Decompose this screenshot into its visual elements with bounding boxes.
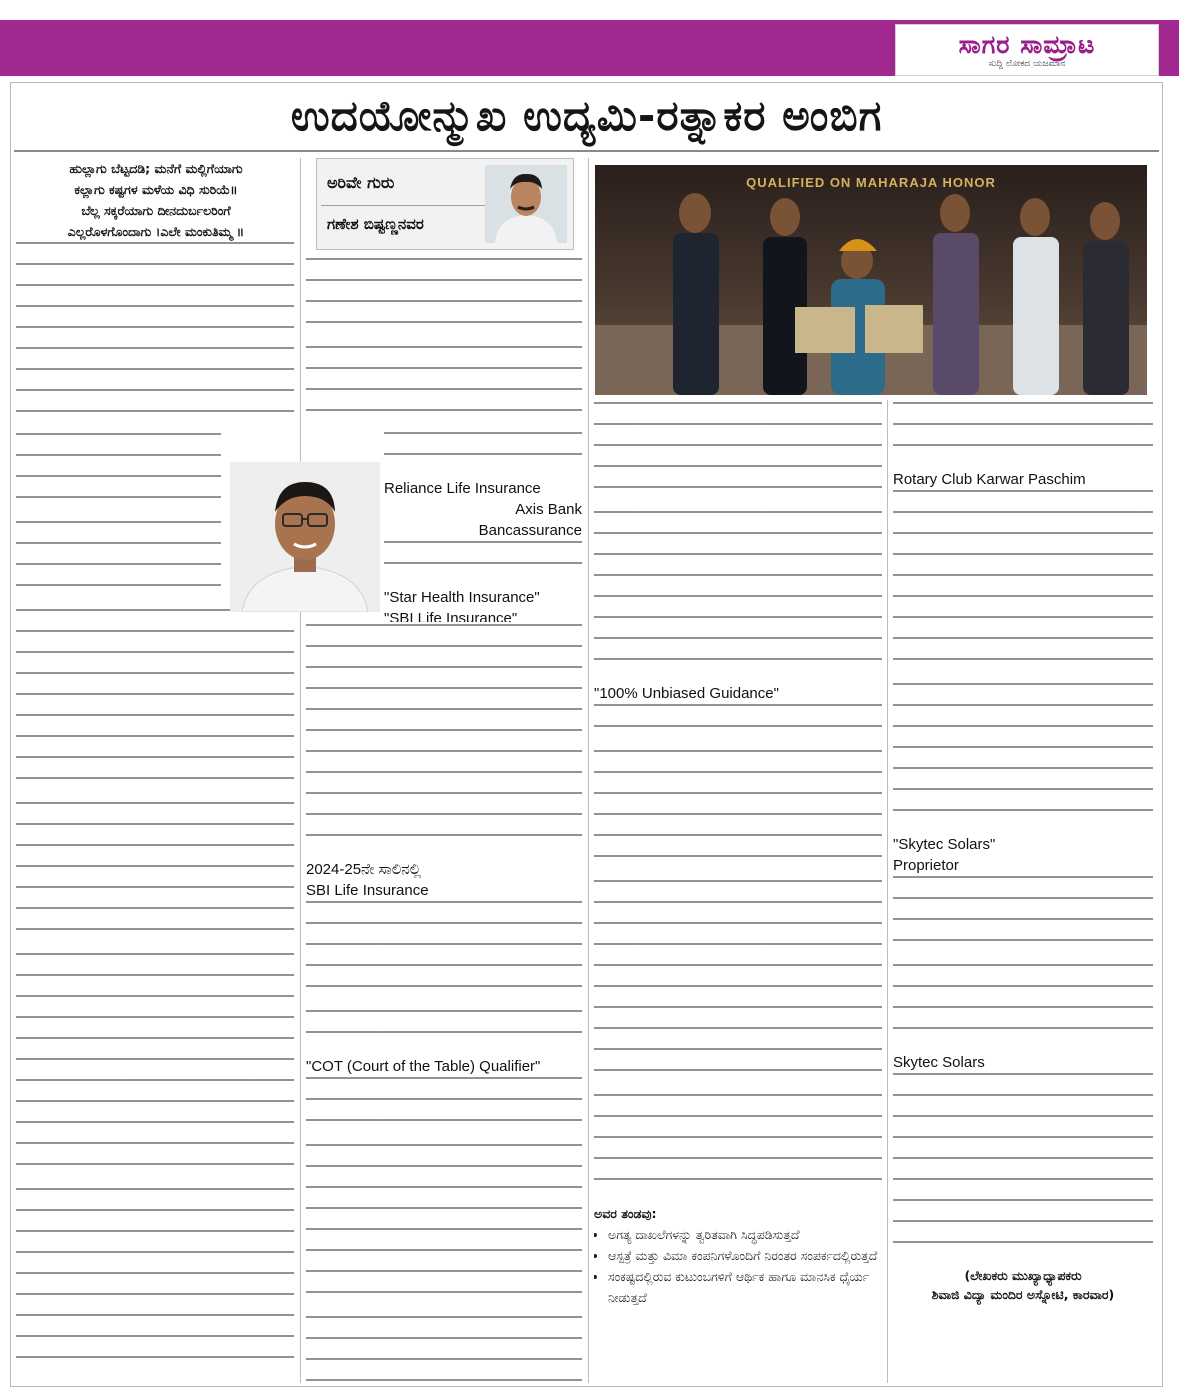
headline-rule: [14, 150, 1159, 152]
article-headline: ಉದಯೋನ್ಮುಖ ಉದ್ಯಮಿ-ರತ್ನಾಕರ ಅಂಬಿಗ: [290, 91, 883, 140]
article-paragraph: [306, 901, 582, 1006]
verse-line: ಕಲ್ಲಾಗು ಕಷ್ಟಗಳ ಮಳೆಯ ವಿಧಿ ಸುರಿಯೆ॥: [74, 182, 238, 197]
sbi-life-mention: SBI Life Insurance: [306, 882, 429, 899]
column-title: ಅರಿವೇ ಗುರು: [327, 173, 395, 192]
list-item: • ಆಸ್ಪತ್ರೆ ಮತ್ತು ವಿಮಾ ಕಂಪನಿಗಳೊಂದಿಗೆ ನಿರಂತರ ಸಂಪರ್ಕದಲ್ಲಿರುತ್ತದೆ: [608, 1245, 882, 1266]
article-paragraph: [893, 1073, 1153, 1262]
article-paragraph: [16, 1188, 294, 1377]
cot-qualifier: "COT (Court of the Table) Qualifier": [306, 1058, 541, 1075]
team-list: [594, 1224, 882, 1308]
profile-photo: [230, 462, 380, 612]
article-paragraph: [384, 541, 582, 583]
article-paragraph: [594, 1094, 882, 1199]
article-paragraph: [16, 802, 294, 949]
column-1: [16, 242, 294, 1383]
author-signature: [893, 1266, 1153, 1304]
team-subhead: ಅವರ ತಂಡವು:: [594, 1206, 657, 1221]
article-paragraph: [306, 1144, 582, 1312]
year-label: 2024-25ನೇ ಸಾಲಿನಲ್ಲಿ: [306, 861, 421, 878]
article-paragraph: [594, 704, 882, 746]
article-paragraph: [16, 433, 221, 517]
article-paragraph: [16, 609, 294, 798]
skytec-solars-name: "Skytec Solars": [893, 836, 996, 853]
author-photo: [485, 165, 567, 243]
article-paragraph: [306, 258, 582, 342]
reliance-name: Reliance Life Insurance: [384, 480, 541, 497]
article-paragraph: [306, 624, 582, 855]
column-2-top: [306, 258, 582, 458]
verse-line: ಹುಲ್ಲಾಗು ಬೆಟ್ಟದಡಿ; ಮನೆಗೆ ಮಲ್ಲಿಗೆಯಾಗು: [69, 161, 243, 176]
article-paragraph: [306, 1010, 582, 1052]
article-paragraph: [306, 1077, 582, 1140]
article-paragraph: [306, 1316, 582, 1383]
column-divider: [588, 158, 589, 1383]
verse-line: ಬೆಲ್ಲ ಸಕ್ಕರೆಯಾಗು ದೀನದುರ್ಬಲರಿಂಗೆ: [81, 203, 231, 218]
article-paragraph: [384, 432, 582, 474]
article-paragraph: [594, 880, 882, 1090]
author-name: ಗಣೇಶ ಬಿಷ್ಟಣ್ಣನವರ: [327, 215, 424, 233]
column-divider: [887, 400, 888, 1383]
star-health-name: "Star Health Insurance": [384, 589, 540, 606]
column-2-bottom: [306, 624, 582, 1383]
article-paragraph: [594, 750, 882, 876]
list-item: • ಅಗತ್ಯ ದಾಖಲೆಗಳನ್ನು ತ್ವರಿತವಾಗಿ ಸಿದ್ಧಪಡಿಸುತ್ತದೆ: [608, 1224, 882, 1245]
article-paragraph: [893, 876, 1153, 960]
skytec-solars-mention: Skytec Solars: [893, 1054, 985, 1071]
brand-name: ಸಾಗರ ಸಾಮ್ರಾಟ: [958, 29, 1096, 59]
proprietor-title: Proprietor: [893, 857, 959, 874]
article-paragraph: [893, 683, 1153, 830]
article-paragraph: [893, 490, 1153, 679]
list-item: • ಸಂಕಷ್ಟದಲ್ಲಿರುವ ಕುಟುಂಬಗಳಿಗೆ ಆರ್ಥಿಕ ಹಾಗೂ ಮಾನಸಿಕ ಧೈರ್ಯ ನೀಡುತ್ತದೆ: [608, 1266, 882, 1308]
article-paragraph: [16, 521, 221, 605]
article-paragraph: [16, 953, 294, 1184]
article-paragraph: [893, 964, 1153, 1048]
verse-line: ಎಲ್ಲರೊಳಗೊಂದಾಗು ।ಎಲೇ ಮಂಕುತಿಮ್ಮ ॥: [67, 224, 245, 239]
bancassurance-term: Bancassurance: [478, 522, 582, 539]
column-header-rule: [321, 205, 489, 206]
brand-tagline: ಸುದ್ದಿ ಲೋಕದ ಯಜಮಾನ: [988, 58, 1066, 69]
column-4: [893, 402, 1153, 1383]
signature-line: ಶಿವಾಜಿ ವಿದ್ಯಾ ಮಂದಿರ ಅಸ್ನೋಟಿ, ಕಾರವಾರ): [931, 1287, 1115, 1302]
article-paragraph: [594, 511, 882, 679]
column-3: [594, 402, 882, 1383]
axis-bank-name: Axis Bank: [515, 501, 582, 518]
article-paragraph: [16, 242, 294, 429]
article-paragraph: [594, 402, 882, 507]
rotary-club-name: Rotary Club Karwar Paschim: [893, 471, 1086, 488]
award-photo: [595, 165, 1147, 395]
column-2-wrap: [384, 432, 582, 622]
signature-line: (ಲೇಖಕರು ಮುಖ್ಯಾಧ್ಯಾಪಕರು: [964, 1268, 1082, 1283]
unbiased-guidance: "100% Unbiased Guidance": [594, 685, 779, 702]
masthead-logo: [895, 24, 1159, 76]
column-header: [316, 158, 574, 250]
sbi-life-name: "SBI Life Insurance": [384, 610, 518, 622]
article-paragraph: [306, 346, 582, 430]
opening-verse: [22, 158, 290, 242]
column-divider: [300, 158, 301, 1383]
stage-banner: QUALIFIED ON MAHARAJA HONOR: [746, 175, 996, 190]
article-paragraph: [893, 402, 1153, 465]
